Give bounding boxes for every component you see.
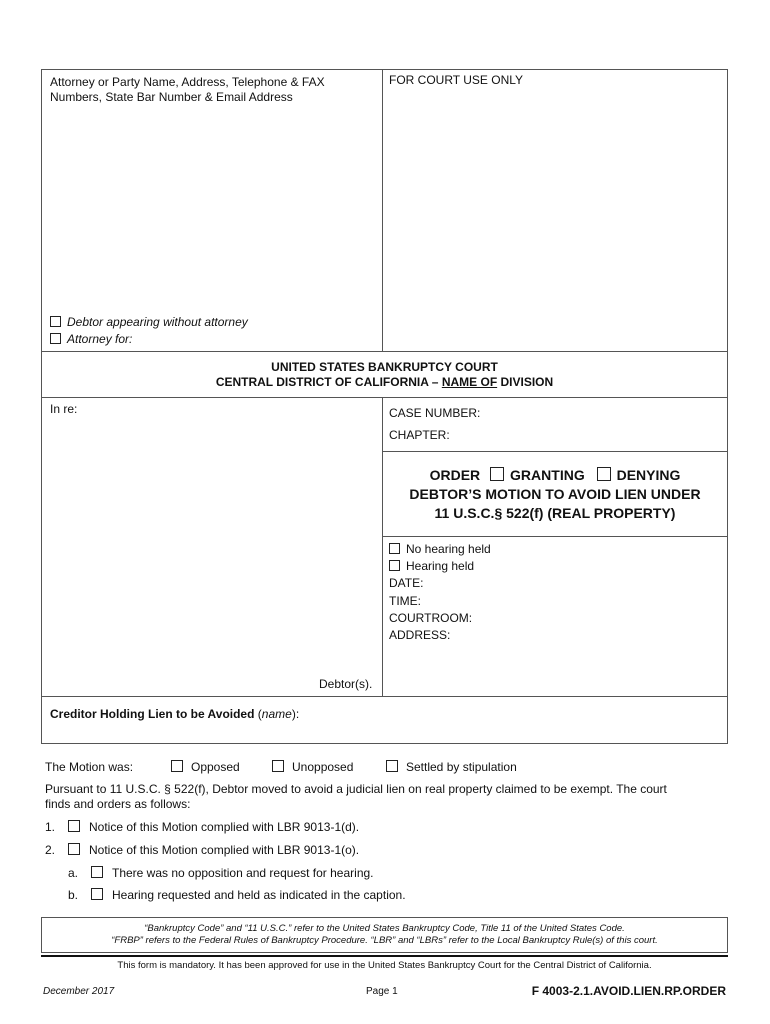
footer-date: December 2017 [43, 986, 115, 997]
unopposed-row [272, 760, 353, 775]
footer-page: Page 1 [366, 986, 398, 997]
item1-label: Notice of this Motion complied with LBR 9013-1(d). [89, 820, 360, 834]
debtor-without-attorney-label: Debtor appearing without attorney [67, 315, 248, 329]
hearing-time-label: TIME: [389, 594, 421, 608]
case-number-label: CASE NUMBER: [389, 406, 481, 420]
unopposed-label: Unopposed [292, 760, 354, 774]
debtor-without-attorney-row [50, 315, 248, 330]
attorney-label-line2: Numbers, State Bar Number & Email Address [50, 90, 293, 104]
item2-row [68, 843, 359, 858]
item-a-checkbox[interactable] [91, 866, 103, 878]
hearing-held-checkbox[interactable] [389, 560, 400, 571]
item-a-row [91, 866, 374, 881]
pursuant-line1: Pursuant to 11 U.S.C. § 522(f), Debtor moved to avoid a judicial lien on real property claimed to be exempt. The court [45, 782, 667, 796]
item-a-letter: a. [68, 866, 79, 880]
footer-rule [41, 955, 728, 957]
court-use-box [382, 69, 728, 352]
denying-checkbox[interactable] [597, 467, 611, 481]
order-word: ORDER [429, 467, 481, 483]
item2-number: 2. [45, 843, 56, 857]
stipulation-checkbox[interactable] [386, 760, 398, 772]
motion-was-label: The Motion was: [45, 760, 134, 774]
item-a-label: There was no opposition and request for hearing. [112, 866, 374, 880]
item-b-checkbox[interactable] [91, 888, 103, 900]
opposed-label: Opposed [191, 760, 240, 774]
court-heading-line2: CENTRAL DISTRICT OF CALIFORNIA – NAME OF DIVISION [215, 375, 554, 389]
footnote-line2: “FRBP” refers to the Federal Rules of Bankruptcy Procedure. “LBR” and “LBRs” refer to the Local Bankruptcy Rule(s) of this court. [111, 935, 658, 946]
order-title-line2: DEBTOR’S MOTION TO AVOID LIEN UNDER [409, 486, 701, 502]
granting-checkbox[interactable] [490, 467, 504, 481]
attorney-for-checkbox[interactable] [50, 333, 61, 344]
denying-label: DENYING [616, 467, 681, 483]
item-b-letter: b. [68, 888, 79, 902]
in-re-label: In re: [50, 402, 78, 416]
division-placeholder: NAME OF [441, 375, 498, 389]
hearing-address-label: ADDRESS: [389, 628, 451, 642]
opposed-checkbox[interactable] [171, 760, 183, 772]
hearing-date-label: DATE: [389, 576, 424, 590]
order-title-line3: 11 U.S.C.§ 522(f) (REAL PROPERTY) [434, 505, 676, 521]
opposed-row [171, 760, 240, 775]
footer-form-id: F 4003-2.1.AVOID.LIEN.RP.ORDER [531, 984, 726, 998]
attorney-for-row [50, 332, 132, 347]
debtors-label: Debtor(s). [319, 677, 373, 691]
order-title-line1 [382, 467, 728, 484]
court-heading-line1: UNITED STATES BANKRUPTCY COURT [271, 360, 498, 374]
item1-number: 1. [45, 820, 56, 834]
hearing-held-label: Hearing held [406, 559, 475, 573]
attorney-for-label: Attorney for: [67, 332, 133, 346]
chapter-label: CHAPTER: [389, 428, 450, 442]
attorney-info-box[interactable] [41, 69, 383, 352]
pursuant-line2: finds and orders as follows: [45, 797, 191, 811]
footnote-line1: “Bankruptcy Code” and “11 U.S.C.” refer to the United States Bankruptcy Code, Title 11 of the United States Code. [144, 923, 625, 934]
item1-checkbox[interactable] [68, 820, 80, 832]
no-hearing-row [389, 542, 491, 557]
debtor-without-attorney-checkbox[interactable] [50, 316, 61, 327]
hearing-courtroom-label: COURTROOM: [389, 611, 473, 625]
item1-row [68, 820, 359, 835]
court-use-label: FOR COURT USE ONLY [389, 73, 524, 87]
attorney-label-line1: Attorney or Party Name, Address, Telephone & FAX [50, 75, 325, 89]
item2-checkbox[interactable] [68, 843, 80, 855]
in-re-box[interactable] [41, 397, 383, 697]
item-b-label: Hearing requested and held as indicated in the caption. [112, 888, 406, 902]
item-b-row [91, 888, 406, 903]
stipulation-label: Settled by stipulation [406, 760, 517, 774]
stipulation-row [386, 760, 517, 775]
no-hearing-checkbox[interactable] [389, 543, 400, 554]
creditor-label: Creditor Holding Lien to be Avoided (name): [50, 707, 300, 721]
mandatory-notice: This form is mandatory. It has been approved for use in the United States Bankruptcy Court for the Central District of California. [117, 960, 652, 971]
granting-label: GRANTING [510, 467, 585, 483]
item2-label: Notice of this Motion complied with LBR 9013-1(o). [89, 843, 360, 857]
hearing-held-row [389, 559, 474, 574]
unopposed-checkbox[interactable] [272, 760, 284, 772]
no-hearing-label: No hearing held [406, 542, 491, 556]
